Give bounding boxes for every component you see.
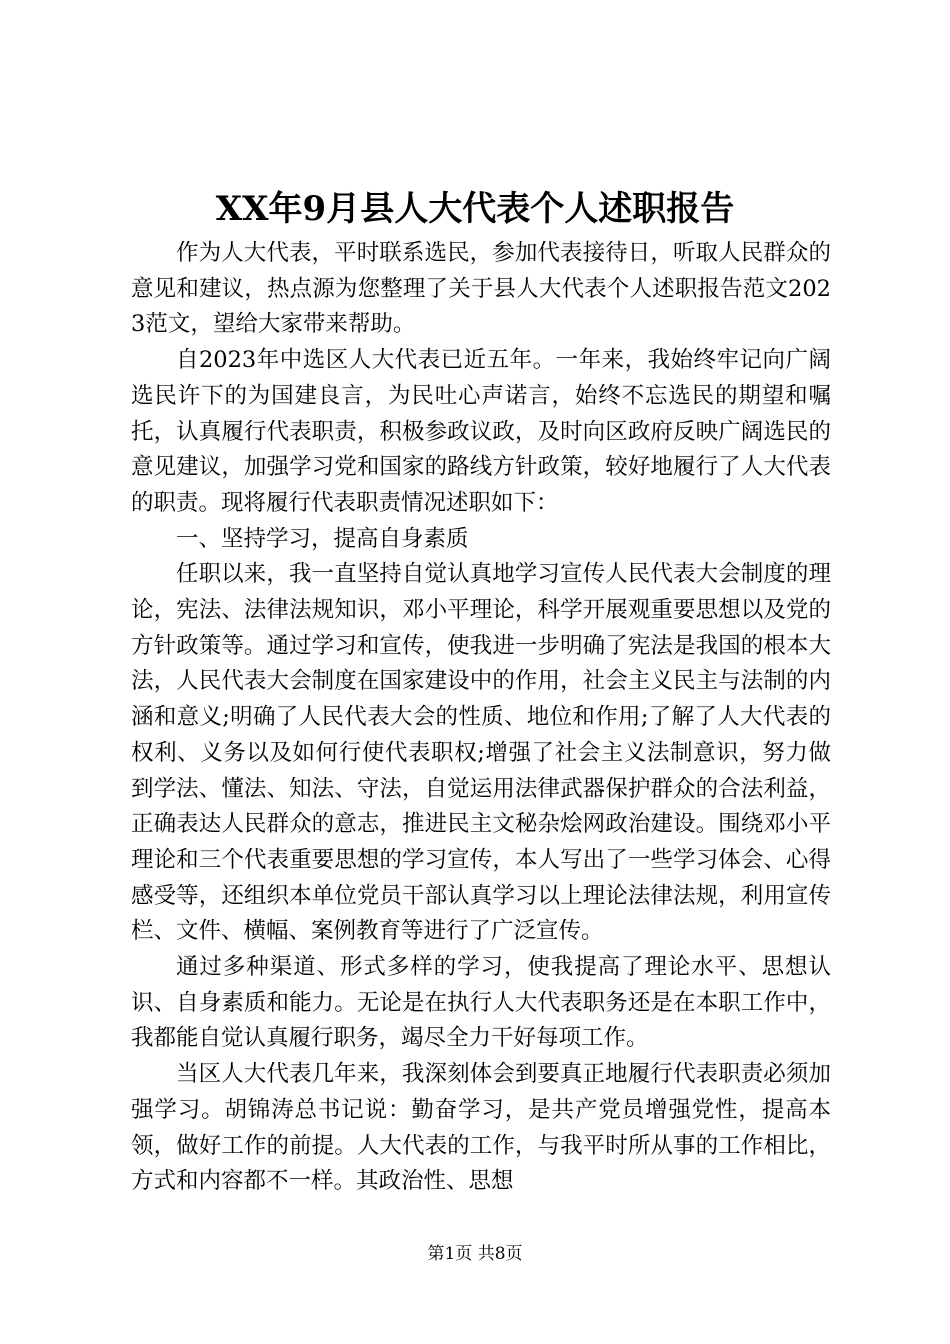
document-body xyxy=(131,236,831,1200)
paragraph-intro: 作为人大代表，平时联系选民，参加代表接待日，听取人民群众的意见和建议，热点源为您整理了关于县人大代表个人述职报告范文2023范文，望给大家带来帮助。 xyxy=(131,240,831,338)
paragraph-study: 任职以来，我一直坚持自觉认真地学习宣传人民代表大会制度的理论，宪法、法律法规知识，邓小平理论，科学开展观重要思想以及党的方针政策等。通过学习和宣传，使我进一步明确了宪法是我国的根本大法，人民代表大会制度在国家建设中的作用，社会主义民主与法制的内涵和意义;明确了人民代表大会的性质、地位和作用;了解了人大代表的权利、义务以及如何行使代表职权;增强了社会主义法制意识，努力做到学法、懂法、知法、守法，自觉运用法律武器保护群众的合法利益，正确表达人民群众的意志，推进民主文秘杂烩网政治建设。围绕邓小平理论和三个代表重要思想的学习宣传，本人写出了一些学习体会、心得感受等，还组织本单位党员干部认真学习以上理论法律法规，利用宣传栏、文件、横幅、案例教育等进行了广泛宣传。 xyxy=(131,561,831,945)
paragraph-overview: 自2023年中选区人大代表已近五年。一年来，我始终牢记向广阔选民许下的为国建良言，为民吐心声诺言，始终不忘选民的期望和嘱托，认真履行代表职责，积极参政议政，及时向区政府反映广阔选民的意见建议，加强学习党和国家的路线方针政策，较好地履行了人大代表的职责。现将履行代表职责情况述职如下： xyxy=(131,347,831,516)
section-heading: 一、坚持学习，提高自身素质 xyxy=(176,525,469,552)
paragraph-experience: 当区人大代表几年来，我深刻体会到要真正地履行代表职责必须加强学习。胡锦涛总书记说：勤奋学习，是共产党员增强党性，提高本领，做好工作的前提。人大代表的工作，与我平时所从事的工作相比，方式和内容都不一样。其政治性、思想 xyxy=(131,1061,831,1195)
document-title: XX年9月县人大代表个人述职报告 xyxy=(215,189,735,229)
paragraph-improvement: 通过多种渠道、形式多样的学习，使我提高了理论水平、思想认识、自身素质和能力。无论是在执行人大代表职务还是在本职工作中，我都能自觉认真履行职务，竭尽全力干好每项工作。 xyxy=(131,954,831,1052)
page-footer: 第1页 共8页 xyxy=(427,1244,523,1264)
